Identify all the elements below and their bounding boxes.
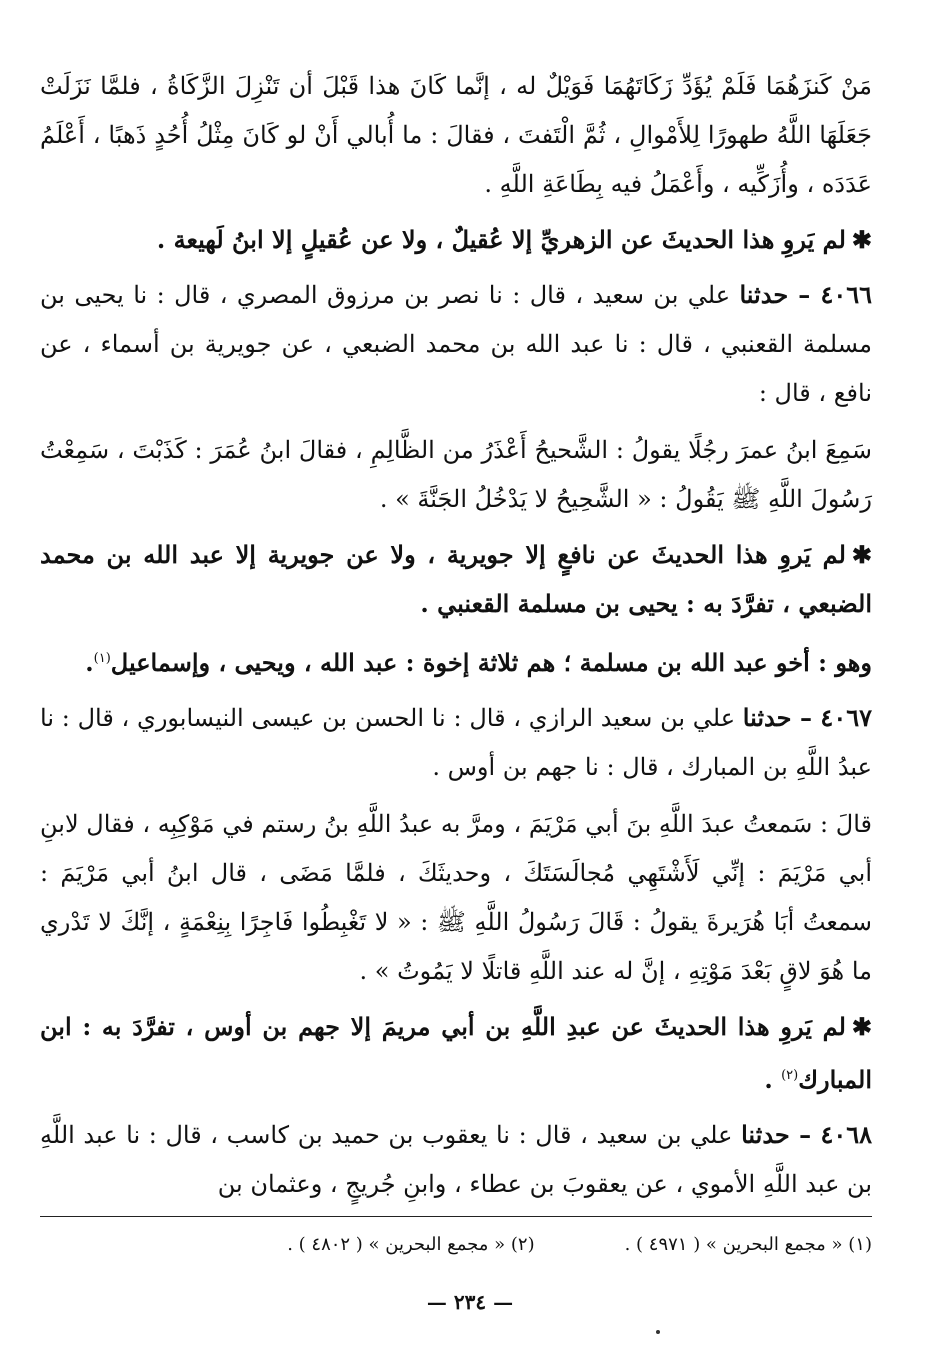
commentary-note	[40, 530, 872, 628]
hadith-number: ٤٠٦٧ – حدثنا	[742, 703, 872, 732]
hadith-number: ٤٠٦٨ – حدثنا	[741, 1120, 872, 1149]
commentary-note: وهو : أخو عبد الله بن مسلمة ؛ هم ثلاثة إخوة : عبد الله ، ويحيى ، وإسماعيل$^{(١)}$.	[85, 648, 872, 677]
page-number: — ٢٣٤ —	[426, 1290, 514, 1314]
hadith-4067-chain	[40, 693, 872, 792]
footnote-divider	[40, 1216, 872, 1217]
commentary-note	[40, 1002, 872, 1104]
isnad-text: علي بن سعيد الرازي ، قال : نا الحسن بن عيسى النيسابوري ، قال : نا عبدُ اللَّهِ بن المبارك ، قال : نا جهم بن أوس .	[40, 704, 872, 781]
star-marker: ✱	[851, 540, 872, 569]
star-marker: ✱	[851, 225, 872, 254]
footnote-1: (١) « مجمع البحرين » ( ٤٩٧١ ) .	[624, 1234, 872, 1255]
footnote-reference: (١)	[93, 651, 111, 666]
ink-speck	[656, 1330, 660, 1334]
commentary-note	[40, 215, 872, 264]
hadith-4068-chain	[40, 1110, 872, 1209]
footnote-reference: (٢)	[781, 1068, 799, 1083]
commentary-text: لم يَروِ هذا الحديثَ عن الزهريِّ إلا عُقيلٌ ، ولا عن عُقيلٍ إلا ابنُ لَهيعة .	[156, 225, 846, 254]
hadith-4066-matn: سَمِعَ ابنُ عمرَ رجُلًا يقولُ : الشَّحيحُ أَعْذَرُ من الظَّالِمِ ، فقالَ ابنُ عُمَرَ : كَذَبْتَ ، سَمِعْتُ رَسُولَ اللَّهِ ﷺ يَقُولُ : « الشَّحِيحُ لا يَدْخُلُ الجَنَّةَ » .	[40, 436, 872, 513]
commentary-text: وهو : أخو عبد الله بن مسلمة ؛ هم ثلاثة إخوة : عبد الله ، ويحيى ، وإسماعيل	[110, 648, 872, 677]
intro-paragraph: مَنْ كَنزَهُمَا فَلَمْ يُؤَدِّ زَكَاتَهُمَا فَوَيْلٌ له ، إنَّما كَانَ هذا قَبْلَ أن تَنْزِلَ الزَّكَاةُ ، فلمَّا نَزَلَتْ جَعَلَهَا اللَّهُ طهورًا لِلأَمْوالِ ، ثُمَّ الْتَفتَ ، فقالَ : ما أُبالي أَنْ لو كَانَ مِثْلُ أُحُدٍ ذَهبًا ، أَعْلَمُ عَدَدَه ، وأُزَكِّيه ، وأَعْمَلُ فيه بِطَاعَةِ اللَّهِ .	[40, 72, 872, 198]
hadith-4067-matn: قالَ : سَمعتُ عبدَ اللَّهِ بنَ أبي مَرْيَمَ ، ومرَّ به عبدُ اللَّهِ بنُ رستم في مَوْكِبِه ، فقال لابنِ أبي مَرْيَمَ : إنِّي لَأَشْتَهِي مُجالَسَتَكَ ، وحديثَكَ ، فلمَّا مَضَى ، قال ابنُ أبي مَرْيَمَ : سمعتُ أبَا هُرَيرةَ يقولُ : قَالَ رَسُولُ اللَّهِ ﷺ : « لا تَغْبِطُوا فَاجِرًا بِنِعْمَةٍ ، إنَّكَ لا تَدْري ما هُوَ لاقٍ بَعْدَ مَوْتِهِ ، إنَّ له عند اللَّهِ قاتلًا لا يَمُوتُ » .	[40, 810, 872, 985]
page-body	[40, 62, 872, 1215]
star-marker: ✱	[851, 1012, 872, 1041]
hadith-number: ٤٠٦٦ – حدثنا	[739, 280, 872, 309]
commentary-text: لم يَروِ هذا الحديثَ عن نافعٍ إلا جويرية ، ولا عن جويرية إلا عبد الله بن محمد الضبعي ، تفرَّدَ به : يحيى بن مسلمة القعنبي .	[40, 540, 872, 618]
hadith-4066-chain	[40, 270, 872, 418]
commentary-text: لم يَروِ هذا الحديثَ عن عبدِ اللَّهِ بن أبي مريمَ إلا جهم بن أوس ، تفرَّدَ به : ابن المبارك	[40, 1012, 872, 1094]
isnad-text: علي بن سعيد ، قال : نا نصر بن مرزوق المصري ، قال : نا يحيى بن مسلمة القعنبي ، قال : نا عبد الله بن محمد الضبعي ، عن جويرية بن أسماء ، عن نافع ، قال :	[40, 281, 872, 407]
isnad-text: علي بن سعيد ، قال : نا يعقوب بن حميد بن كاسب ، قال : نا عبد اللَّهِ بن عبد اللَّهِ الأموي ، عن يعقوبَ بن عطاء ، وابنِ جُريجٍ ، وعثمان بن	[40, 1121, 872, 1198]
footnote-2: (٢) « مجمع البحرين » ( ٤٨٠٢ ) .	[287, 1234, 535, 1255]
footnotes	[40, 1230, 872, 1260]
commentary-end: .	[764, 1065, 782, 1094]
